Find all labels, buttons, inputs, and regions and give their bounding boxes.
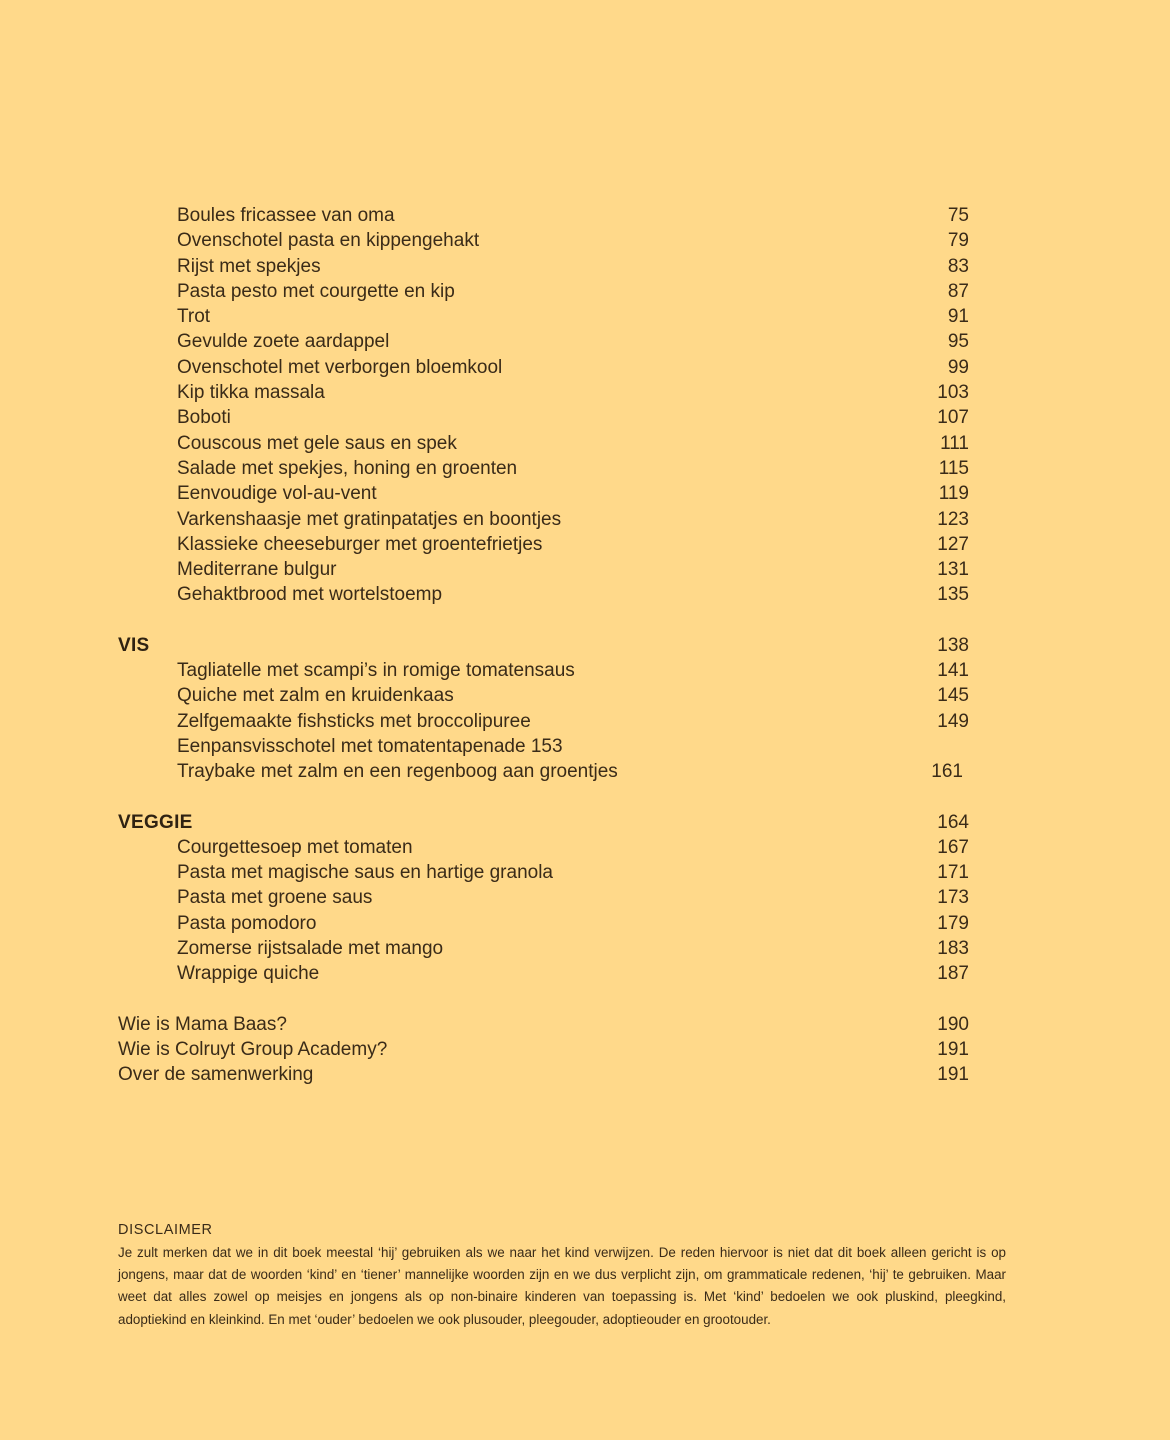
toc-page-number: 119 — [938, 483, 969, 505]
toc-entry-row[interactable] — [118, 658, 969, 683]
toc-page-number: 87 — [947, 280, 969, 302]
toc-page-number: 141 — [937, 660, 969, 682]
toc-section — [118, 633, 969, 785]
toc-entry-label: Klassieke cheeseburger met groentefrietjes — [177, 533, 543, 555]
toc-page-number: 191 — [937, 1064, 969, 1086]
toc-page-number: 111 — [940, 432, 969, 454]
toc-entry-label: Courgettesoep met tomaten — [177, 836, 413, 858]
toc-entry-row[interactable] — [118, 456, 969, 481]
toc-entry-label: Quiche met zalm en kruidenkaas — [177, 685, 454, 707]
toc-entry-row[interactable] — [118, 582, 969, 607]
toc-entry-label: Ovenschotel met verborgen bloemkool — [177, 356, 503, 378]
toc-entry-row[interactable] — [118, 885, 969, 910]
toc-entry-label: Wie is Colruyt Group Academy? — [118, 1038, 388, 1060]
toc-entry-label: Gehaktbrood met wortelstoemp — [177, 584, 443, 606]
toc-entry-label: Couscous met gele saus en spek — [177, 432, 457, 454]
toc-entry-row[interactable] — [118, 405, 969, 430]
toc-page-number: 167 — [937, 836, 969, 858]
toc-page-number: 171 — [937, 862, 969, 884]
toc-page-number: 107 — [937, 407, 969, 429]
toc-entry-row[interactable] — [118, 254, 969, 279]
toc-entry-row[interactable] — [118, 709, 969, 734]
disclaimer-title: DISCLAIMER — [118, 1222, 213, 1238]
toc-page-number: 123 — [937, 508, 969, 530]
toc-page-number: 127 — [937, 533, 969, 555]
toc-page-number: 173 — [937, 887, 969, 909]
toc-page-number: 164 — [937, 811, 969, 833]
toc-entry-row[interactable] — [118, 507, 969, 532]
toc-entry-row[interactable] — [118, 481, 969, 506]
toc-page-number: 131 — [937, 559, 969, 581]
toc-entry-label: Traybake met zalm en een regenboog aan groentjes — [177, 761, 618, 783]
toc-page-number: 103 — [937, 382, 969, 404]
toc-page-number: 179 — [937, 912, 969, 934]
toc-entry-row[interactable] — [118, 734, 969, 759]
toc-entry-label: Boboti — [177, 407, 231, 429]
toc-section-heading-label: VEGGIE — [118, 811, 193, 833]
toc-entry-label: Pasta pesto met courgette en kip — [177, 280, 455, 302]
toc-entry-row[interactable] — [118, 1012, 969, 1037]
toc-section-heading-row[interactable] — [118, 633, 969, 658]
toc-page-number: 191 — [937, 1038, 969, 1060]
toc-entry-row[interactable] — [118, 557, 969, 582]
toc-entry-label: Rijst met spekjes — [177, 255, 321, 277]
toc-entry-label: Pasta met magische saus en hartige granola — [177, 862, 553, 884]
toc-sections — [118, 203, 969, 987]
toc-entry-row[interactable] — [118, 936, 969, 961]
toc-page-number: 183 — [937, 938, 969, 960]
toc-entry-row[interactable] — [118, 203, 969, 228]
toc-entry-row[interactable] — [118, 860, 969, 885]
toc-entry-row[interactable] — [118, 1062, 969, 1087]
toc-entry-label: Mediterrane bulgur — [177, 559, 337, 581]
toc-page-number: 91 — [947, 306, 969, 328]
toc-entry-label: Zelfgemaakte fishsticks met broccolipuree — [177, 710, 531, 732]
toc-page-number: 83 — [947, 255, 969, 277]
toc-entry-row[interactable] — [118, 355, 969, 380]
toc-entry-label: Ovenschotel pasta en kippengehakt — [177, 230, 480, 252]
toc-entry-label: Pasta met groene saus — [177, 887, 373, 909]
disclaimer-body: Je zult merken dat we in dit boek meestal ‘hij’ gebruiken als we naar het kind verwijzen. De reden hiervoor is niet dat dit boek alleen gericht is op jongens, maar dat de woorden ‘kind’ en ‘tiener’ mannelijke woorden zijn en we dus verplicht zijn, om grammaticale redenen, ‘hij’ te gebruiken. Maar weet dat alles zowel op meisjes en jongens als op non-binaire kinderen van toepassing is. Met ‘kind’ bedoelen we ook pluskind, pleegkind, adoptiekind en kleinkind. En met ‘ouder’ bedoelen we ook plusouder, pleegouder, adoptieouder en grootouder. — [118, 1245, 1006, 1327]
disclaimer — [118, 1219, 1006, 1331]
toc-section — [118, 810, 969, 987]
toc-entry-row[interactable] — [118, 279, 969, 304]
toc-page-number: 115 — [938, 457, 969, 479]
toc-tail-entries — [118, 1012, 969, 1088]
toc-page-number: 149 — [937, 710, 969, 732]
toc-entry-label: Eenvoudige vol-au-vent — [177, 483, 377, 505]
toc-entry-row[interactable] — [118, 380, 969, 405]
toc-entry-row[interactable] — [118, 911, 969, 936]
toc-page-number: 135 — [937, 584, 969, 606]
toc-entry-row[interactable] — [118, 532, 969, 557]
toc-entry-row[interactable] — [118, 759, 969, 784]
toc-page-number: 161 — [931, 761, 963, 783]
toc-entry-row[interactable] — [118, 228, 969, 253]
toc-page-number: 95 — [947, 331, 969, 353]
toc-page-number: 99 — [947, 356, 969, 378]
toc-entry-row[interactable] — [118, 683, 969, 708]
toc-page-number: 75 — [947, 205, 969, 226]
toc-section-heading-row[interactable] — [118, 810, 969, 835]
toc-section — [118, 203, 969, 608]
toc-entry-row[interactable] — [118, 835, 969, 860]
toc-entry-row[interactable] — [118, 329, 969, 354]
toc-entry-label: Tagliatelle met scampi’s in romige tomatensaus — [177, 660, 575, 682]
toc-entry-row[interactable] — [118, 961, 969, 986]
toc-page-number: 187 — [937, 963, 969, 985]
toc-page-number: 138 — [937, 634, 969, 656]
toc-entry-label: Wrappige quiche — [177, 963, 320, 985]
toc-page-number: 145 — [937, 685, 969, 707]
toc-entry-label: Eenpansvisschotel met tomatentapenade 153 — [177, 735, 563, 757]
toc-entry-row[interactable] — [118, 1037, 969, 1062]
toc-entry-label: Gevulde zoete aardappel — [177, 331, 390, 353]
toc-entry-label: Boules fricassee van oma — [177, 205, 395, 226]
toc-entry-label: Over de samenwerking — [118, 1064, 314, 1086]
toc-entry-label: Trot — [177, 306, 211, 328]
toc-entry-label: Salade met spekjes, honing en groenten — [177, 457, 518, 479]
toc-entry-label: Kip tikka massala — [177, 382, 325, 404]
toc-entry-label: Zomerse rijstsalade met mango — [177, 938, 444, 960]
toc-entry-label: Wie is Mama Baas? — [118, 1013, 287, 1035]
toc-section-heading-label: VIS — [118, 634, 150, 656]
toc-entry-row[interactable] — [118, 431, 969, 456]
toc-page-number: 79 — [947, 230, 969, 252]
table-of-contents — [118, 203, 969, 1088]
toc-entry-label: Varkenshaasje met gratinpatatjes en boontjes — [177, 508, 562, 530]
toc-entry-label: Pasta pomodoro — [177, 912, 317, 934]
toc-page-number: 190 — [937, 1013, 969, 1035]
toc-entry-row[interactable] — [118, 304, 969, 329]
